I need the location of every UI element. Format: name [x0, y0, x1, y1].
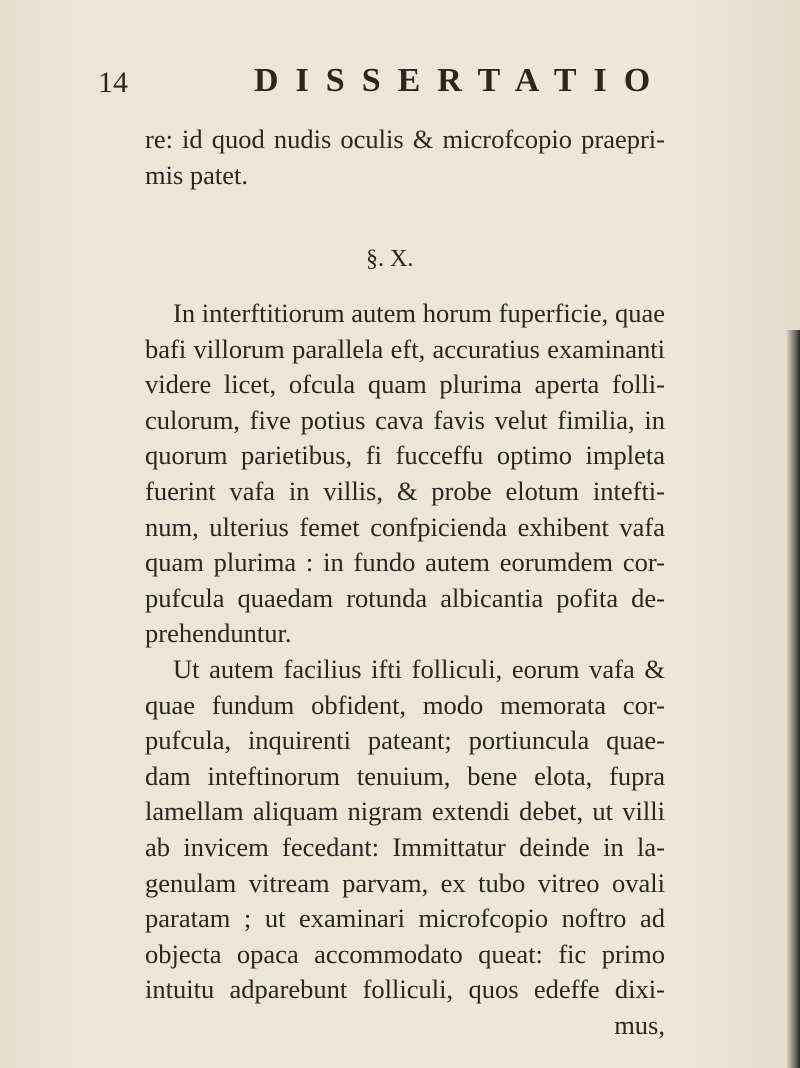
text-line: num, ulterius femet confpicienda exhibent vafa [145, 511, 665, 542]
text-line: fuerint vafa in villis, & probe elotum intefti- [145, 475, 665, 506]
page-header [98, 62, 668, 102]
text-line: mis patet. [145, 159, 249, 190]
text-line: prehenduntur. [145, 618, 292, 649]
catchword: mus, [614, 1009, 665, 1040]
text-line: dam inteftinorum tenuium, bene elota, fupra [145, 760, 665, 791]
page-number: 14 [98, 66, 128, 99]
text-line: quam plurima : in fundo autem eorumdem cor- [145, 547, 665, 578]
text-line: Ut autem facilius ifti folliculi, eorum vafa & [173, 653, 665, 684]
text-line: paratam ; ut examinari microfcopio noftro ad [145, 903, 665, 934]
text-line: quorum parietibus, fi fucceffu optimo impleta [145, 440, 665, 471]
text-line: pufcula, inquirenti pateant; portiuncula quae- [145, 725, 665, 756]
text-line: intuitu adparebunt folliculi, quos edeffe dixi- [145, 974, 665, 1005]
text-line: culorum, five potius cava favis velut fimilia, in [145, 404, 665, 435]
text-line: genulam vitream parvam, ex tubo vitreo ovali [145, 867, 665, 898]
opening-text [145, 122, 665, 193]
text-line: objecta opaca accommodato queat: fic primo [145, 938, 665, 969]
running-title: DISSERTATIO [254, 62, 668, 99]
text-line: lamellam aliquam nigram extendi debet, ut villi [145, 796, 665, 827]
text-line: bafi villorum parallela eft, accuratius examinanti [145, 333, 665, 364]
text-line: re: id quod nudis oculis & microfcopio praepri- [145, 124, 665, 154]
text-line: quae fundum obfident, modo memorata cor- [145, 689, 665, 720]
text-line: In interftitiorum autem horum fuperficie, quae [173, 298, 665, 328]
text-line: ab invicem fecedant: Immittatur deinde in la- [145, 831, 665, 862]
text-line: pufcula quaedam rotunda albicantia pofita de- [145, 582, 665, 613]
section-heading: §. X. [366, 246, 414, 272]
text-line: videre licet, ofcula quam plurima aperta folli- [145, 369, 665, 400]
body-text [145, 296, 665, 1043]
page-edge-shadow [786, 330, 800, 1068]
